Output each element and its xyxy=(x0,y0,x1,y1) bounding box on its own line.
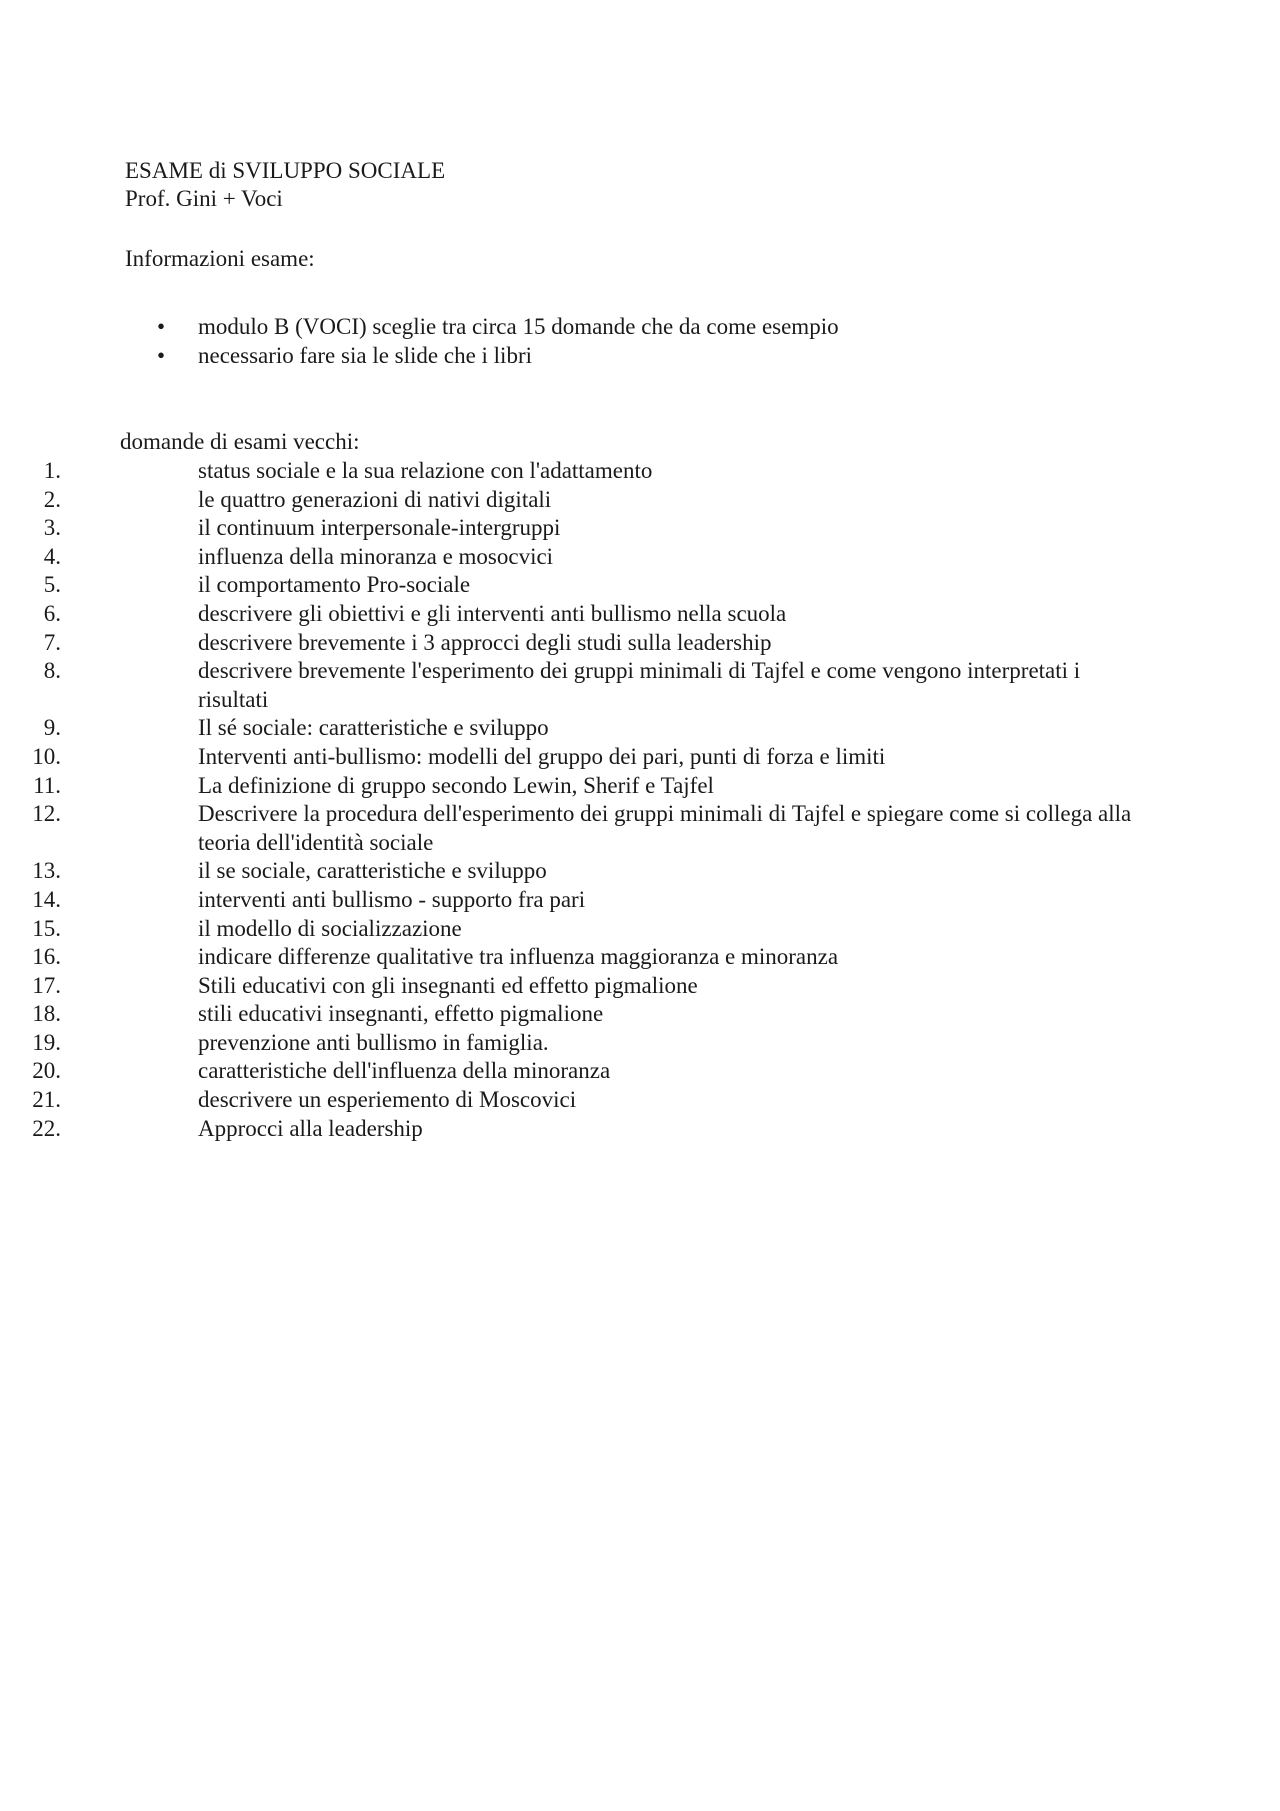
list-item xyxy=(0,915,1148,944)
list-item xyxy=(0,543,1148,572)
document-title: ESAME di SVILUPPO SOCIALE xyxy=(125,158,446,183)
question-text: Interventi anti-bullismo: modelli del gruppo dei pari, punti di forza e limiti xyxy=(198,743,886,769)
question-text: Approcci alla leadership xyxy=(198,1115,423,1141)
question-text: descrivere gli obiettivi e gli interventi anti bullismo nella scuola xyxy=(198,600,787,626)
question-text: Il sé sociale: caratteristiche e sviluppo xyxy=(198,715,549,741)
list-item xyxy=(0,714,1148,743)
question-number: 13. xyxy=(32,858,61,884)
question-text: status sociale e la sua relazione con l'adattamento xyxy=(198,458,653,483)
question-text: descrivere brevemente l'esperimento dei gruppi minimali di Tajfel e come vengono interpretati i risultati xyxy=(198,658,1081,712)
bullet-icon: • xyxy=(157,342,166,368)
info-heading: Informazioni esame: xyxy=(125,246,315,271)
list-item xyxy=(0,800,1148,857)
question-text: La definizione di gruppo secondo Lewin, Sherif e Tajfel xyxy=(198,772,714,798)
question-number: 5. xyxy=(43,572,61,598)
question-text: le quattro generazioni di nativi digitali xyxy=(198,486,552,512)
question-number: 4. xyxy=(43,543,61,569)
old-questions-heading: domande di esami vecchi: xyxy=(120,429,360,454)
question-text: interventi anti bullismo - supporto fra pari xyxy=(198,886,586,912)
question-number: 18. xyxy=(32,1001,61,1027)
list-item xyxy=(0,972,1148,1001)
question-text: influenza della minoranza e mosocvici xyxy=(198,543,554,569)
question-text: il modello di socializzazione xyxy=(198,915,462,941)
list-item xyxy=(0,486,1148,515)
list-item xyxy=(0,600,1148,629)
list-item xyxy=(0,657,1148,714)
question-number: 3. xyxy=(43,515,61,541)
list-item xyxy=(0,1000,1148,1029)
question-number: 12. xyxy=(32,801,61,827)
list-item xyxy=(0,571,1148,600)
question-number: 7. xyxy=(43,629,61,655)
question-number: 21. xyxy=(32,1087,61,1113)
question-number: 10. xyxy=(32,743,61,769)
list-item xyxy=(0,1115,1148,1144)
question-text: indicare differenze qualitative tra influenza maggioranza e minoranza xyxy=(198,944,839,970)
question-number: 17. xyxy=(32,972,61,998)
question-number: 9. xyxy=(43,715,61,741)
list-item xyxy=(0,857,1148,886)
list-item xyxy=(0,457,1148,486)
list-item xyxy=(0,629,1148,658)
bullet-text: modulo B (VOCI) sceglie tra circa 15 domande che da come esempio xyxy=(198,314,839,339)
question-number: 20. xyxy=(32,1058,61,1084)
question-text: il comportamento Pro-sociale xyxy=(198,572,471,598)
question-number: 1. xyxy=(43,458,61,483)
bullet-icon: • xyxy=(157,314,166,339)
bullet-text: necessario fare sia le slide che i libri xyxy=(198,342,532,368)
question-text: descrivere un esperiemento di Moscovici xyxy=(198,1087,577,1113)
question-text: Stili educativi con gli insegnanti ed effetto pigmalione xyxy=(198,972,698,998)
document-subtitle: Prof. Gini + Voci xyxy=(125,186,283,211)
question-text: prevenzione anti bullismo in famiglia. xyxy=(198,1029,549,1055)
question-text: il se sociale, caratteristiche e sviluppo xyxy=(198,858,547,884)
old-questions-list xyxy=(0,457,1148,1143)
question-text: caratteristiche dell'influenza della minoranza xyxy=(198,1058,611,1084)
list-item xyxy=(0,514,1148,543)
question-text: stili educativi insegnanti, effetto pigmalione xyxy=(198,1001,604,1027)
question-number: 22. xyxy=(32,1115,61,1141)
list-item xyxy=(0,1057,1148,1086)
question-number: 2. xyxy=(43,486,61,512)
question-number: 14. xyxy=(32,886,61,912)
question-number: 15. xyxy=(32,915,61,941)
list-item xyxy=(0,772,1148,801)
question-text: Descrivere la procedura dell'esperimento dei gruppi minimali di Tajfel e spiegare come si collega alla teoria dell'identità sociale xyxy=(198,801,1132,855)
question-text: descrivere brevemente i 3 approcci degli studi sulla leadership xyxy=(198,629,772,655)
question-number: 8. xyxy=(43,658,61,684)
list-item xyxy=(0,743,1148,772)
question-number: 6. xyxy=(43,600,61,626)
question-number: 16. xyxy=(32,944,61,970)
list-item xyxy=(0,1029,1148,1058)
list-item xyxy=(0,886,1148,915)
question-number: 19. xyxy=(32,1029,61,1055)
question-text: il continuum interpersonale-intergruppi xyxy=(198,515,561,541)
list-item xyxy=(0,943,1148,972)
list-item xyxy=(0,1086,1148,1115)
question-number: 11. xyxy=(33,772,61,798)
